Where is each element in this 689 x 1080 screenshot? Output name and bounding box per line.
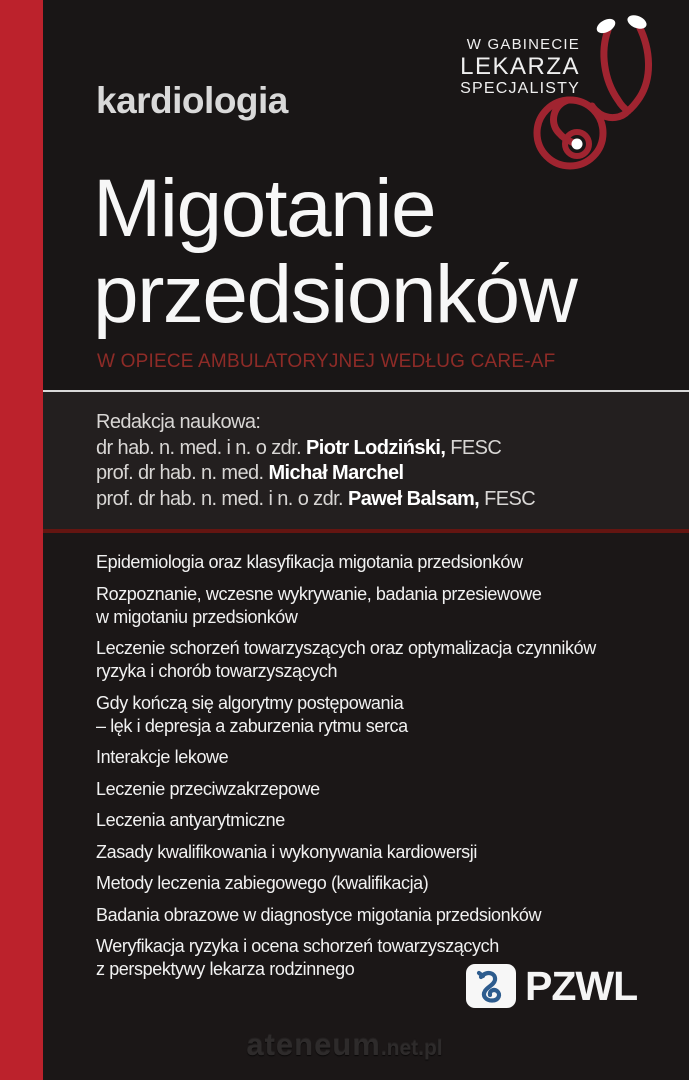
- red-separator-line: [43, 529, 689, 533]
- topic-text: Interakcje lekowe: [96, 747, 229, 767]
- editor-degrees: prof. dr hab. n. med.: [96, 462, 269, 484]
- topic-text: ryzyka i chorób towarzyszących: [96, 661, 338, 681]
- editor-degrees: dr hab. n. med. i n. o zdr.: [96, 436, 306, 459]
- topic-text: w migotaniu przedsionków: [96, 606, 298, 627]
- watermark-suffix: .net.pl: [380, 1037, 443, 1060]
- brand-line-1: W GABINECIE: [466, 36, 580, 53]
- topic-text: Weryfikacja ryzyka i ocena schorzeń towarzyszących: [96, 936, 499, 956]
- list-item: [96, 551, 596, 574]
- publisher-logo: [466, 964, 637, 1008]
- topic-text: Rozpoznanie, wczesne wykrywanie, badania przesiewowe: [96, 583, 542, 604]
- white-separator-line: [43, 390, 689, 392]
- topic-text: – lęk i depresja a zaburzenia rytmu serca: [96, 715, 408, 736]
- topic-text: Gdy kończą się algorytmy postępowania: [96, 692, 404, 713]
- topics-list: [96, 551, 596, 990]
- editors-heading: Redakcja naukowa:: [96, 411, 261, 433]
- editor-name: Michał Marchel: [268, 462, 404, 484]
- series-label: kardiologia: [96, 80, 288, 121]
- pzwl-snake-icon: [466, 964, 516, 1008]
- topic-text: z perspektywy lekarza rodzinnego: [96, 959, 355, 979]
- watermark-main: ateneum: [246, 1027, 381, 1062]
- editors-block: [96, 410, 535, 512]
- brand-line-2: LEKARZA: [460, 53, 580, 80]
- editor-title-suffix: FESC: [479, 487, 536, 510]
- topic-text: Leczenie schorzeń towarzyszących oraz optymalizacja czynników: [96, 638, 596, 658]
- book-subtitle: W OPIECE AMBULATORYJNEJ WEDŁUG CARE-AF: [97, 351, 556, 372]
- topic-text: Leczenia antyarytmiczne: [96, 810, 285, 830]
- book-title-line-1: Migotanie: [93, 163, 436, 254]
- list-item: [96, 746, 596, 769]
- list-item: [96, 637, 596, 683]
- list-item: [96, 872, 596, 895]
- brand-line-3: SPECJALISTY: [460, 80, 580, 97]
- topic-text: Zasady kwalifikowania i wykonywania kardiowersji: [96, 841, 477, 862]
- red-spine-stripe: [0, 0, 43, 1080]
- book-title-line-2: przedsionków: [93, 249, 577, 340]
- watermark: [0, 1027, 689, 1063]
- topic-text: Badania obrazowe w diagnostyce migotania przedsionków: [96, 904, 542, 925]
- list-item: [96, 778, 596, 801]
- list-item: [96, 809, 596, 832]
- editor-title-suffix: FESC: [445, 436, 502, 459]
- editor-line: [96, 461, 535, 487]
- list-item: [96, 692, 596, 738]
- topic-text: Epidemiologia oraz klasyfikacja migotania przedsionków: [96, 552, 523, 572]
- editor-name: Paweł Balsam,: [347, 487, 480, 510]
- list-item: [96, 904, 596, 927]
- publisher-name: PZWL: [525, 963, 638, 1009]
- editor-line: [96, 487, 535, 513]
- list-item: [96, 583, 596, 629]
- topic-text: Leczenie przeciwzakrzepowe: [96, 778, 320, 799]
- editor-name: Piotr Lodziński,: [306, 436, 446, 459]
- book-title: [93, 163, 577, 340]
- editor-degrees: prof. dr hab. n. med. i n. o zdr.: [96, 487, 348, 510]
- editor-line: [96, 436, 535, 462]
- series-brand-block: [460, 36, 580, 99]
- topic-text: Metody leczenia zabiegowego (kwalifikacja): [96, 873, 429, 893]
- list-item: [96, 841, 596, 864]
